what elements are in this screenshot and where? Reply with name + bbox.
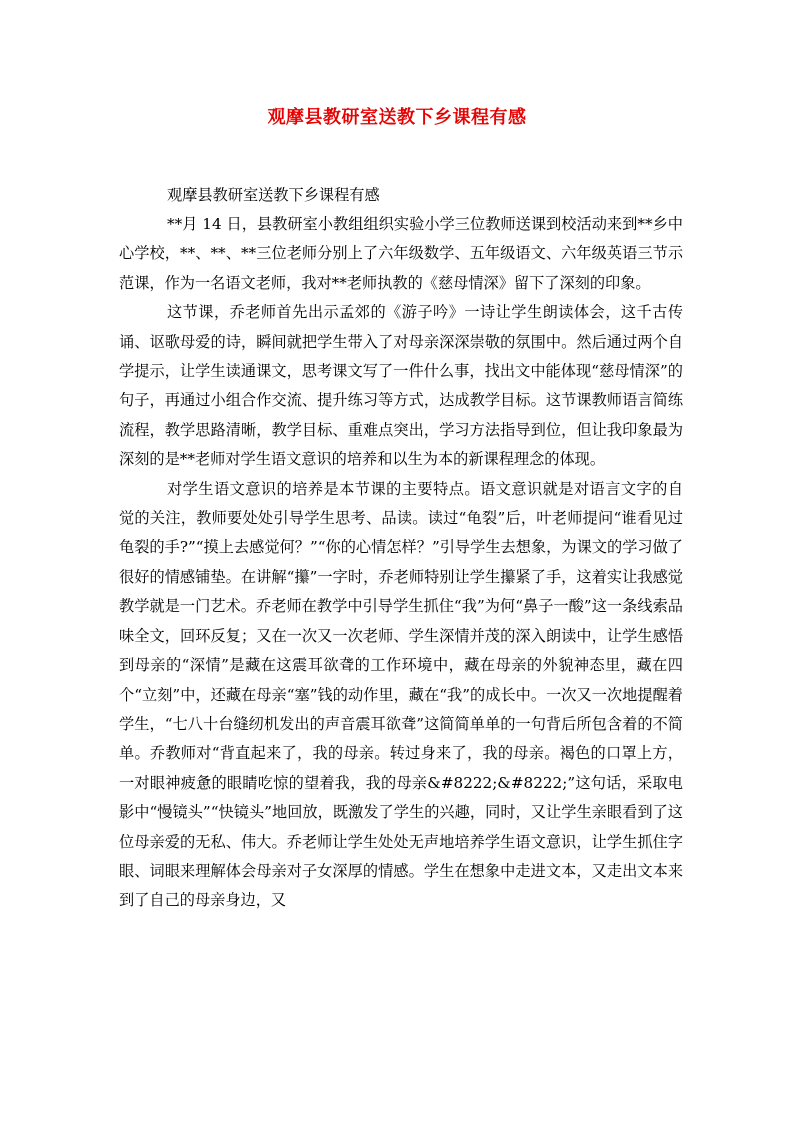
paragraph-list: [119, 210, 683, 916]
document-body: [119, 181, 683, 916]
document-title: 观摩县教研室送教下乡课程有感: [267, 107, 527, 128]
paragraph: 这节课，乔老师首先出示孟郊的《游子吟》一诗让学生朗读体会，这千古传诵、讴歌母爱的诗，瞬间就把学生带入了对母亲深深崇敬的氛围中。然后通过两个自学提示，让学生读通课文，思考课文写了一件什么事，找出文中能体现“慈母情深”的句子，再通过小组合作交流、提升练习等方式，达成教学目标。这节课教师语言简练流程，教学思路清晰，教学目标、重难点突出，学习方法指导到位，但让我印象最为深刻的是**老师对学生语文意识的培养和以生为本的新课程理念的体现。: [119, 303, 683, 469]
document-subtitle: 观摩县教研室送教下乡课程有感: [167, 186, 380, 204]
paragraph: 对学生语文意识的培养是本节课的主要特点。语文意识就是对语言文字的自觉的关注，教师要处处引导学生思考、品读。读过“龟裂”后，叶老师提问“谁看见过龟裂的手?”“摸上去感觉何？”“你的心情怎样？”引导学生去想象，为课文的学习做了很好的情感铺垫。在讲解“攥”一字时，乔老师特别让学生攥紧了手，这着实让我感觉教学就是一门艺术。乔老师在教学中引导学生抓住“我”为何“鼻子一酸”这一条线索品味全文，回环反复；又在一次又一次老师、学生深情并茂的深入朗读中，让学生感悟到母亲的“深情”是藏在这震耳欲聋的工作环境中，藏在母亲的外貌神态里，藏在四个“立刻”中，还藏在母亲“塞”钱的动作里，藏在“我”的成长中。一次又一次地提醒着学生，“七八十台缝纫机发出的声音震耳欲聋”这简简单单的一句背后所包含着的不简单。乔教师对“背直起来了，我的母亲。转过身来了，我的母亲。褐色的口罩上方，一对眼神疲惫的眼睛吃惊的望着我，我的母亲&#8222;&#8222;”这句话，采取电影中“慢镜头”“快镜头”地回放，既激发了学生的兴趣，同时，又让学生亲眼看到了这位母亲爱的无私、伟大。乔老师让学生处处无声地培养学生语文意识，让学生抓住字眼、词眼来理解体会母亲对子女深厚的情感。学生在想象中走进文本，又走出文本来到了自己的母亲身边，又: [119, 479, 683, 910]
paragraph: **月 14 日，县教研室小教组组织实验小学三位教师送课到校活动来到**乡中心学校，**、**、**三位老师分别上了六年级数学、五年级语文、六年级英语三节示范课，作为一名语文老师，我对**老师执教的《慈母情深》留下了深刻的印象。: [119, 215, 683, 292]
